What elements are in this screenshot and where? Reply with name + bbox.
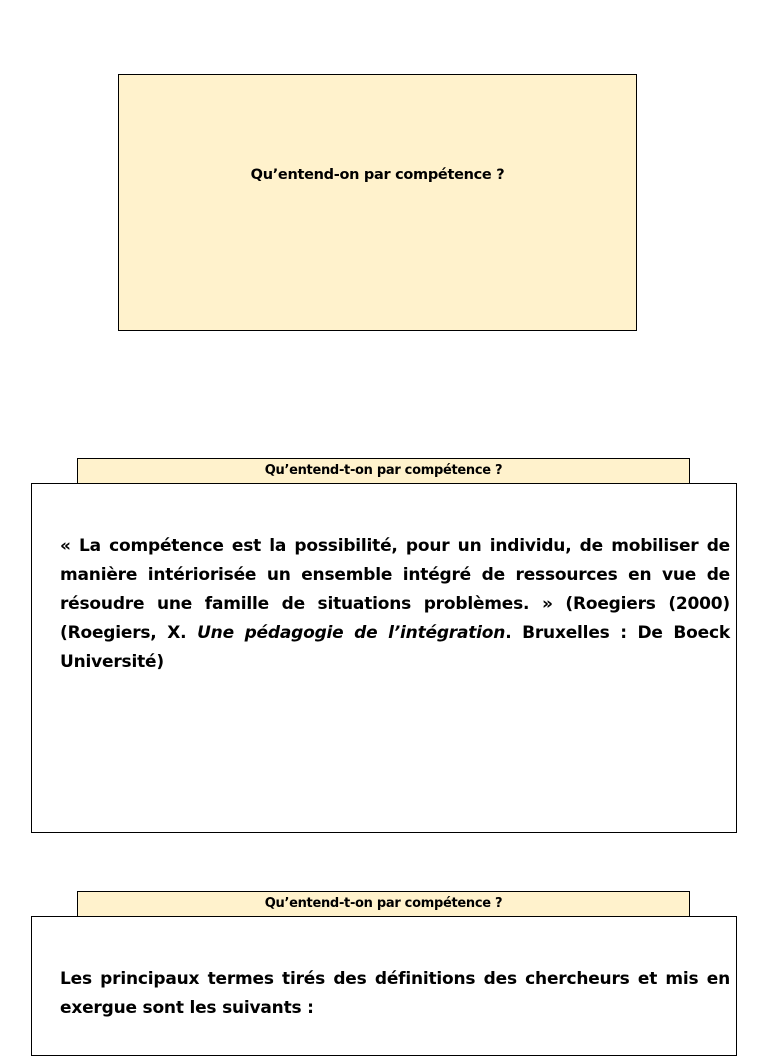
terms-box: [31, 916, 737, 1056]
terms-intro: Les principaux termes tirés des définitions des chercheurs et mis en exergue sont les suivants :: [60, 969, 730, 1018]
quote-text: « La compétence est la possibilité, pour un individu, de mobiliser de manière intériorisée un ensemble intégré de ressources en vue de résoudre une famille de situations problèmes. » (Roegiers (2000) (Roegiers, X.: [60, 536, 730, 643]
title-slide: [118, 74, 637, 331]
definition-paragraph: [60, 532, 730, 677]
citation-text: . Bruxelles : De Boeck Université): [60, 623, 730, 672]
slide-header-2: Qu’entend-t-on par compétence ?: [77, 891, 690, 917]
definition-box: [31, 483, 737, 833]
book-title: Une pédagogie de l’intégration: [197, 623, 506, 643]
slide-header: Qu’entend-t-on par compétence ?: [77, 458, 690, 484]
slide-title: Qu’entend-on par compétence ?: [250, 167, 505, 183]
